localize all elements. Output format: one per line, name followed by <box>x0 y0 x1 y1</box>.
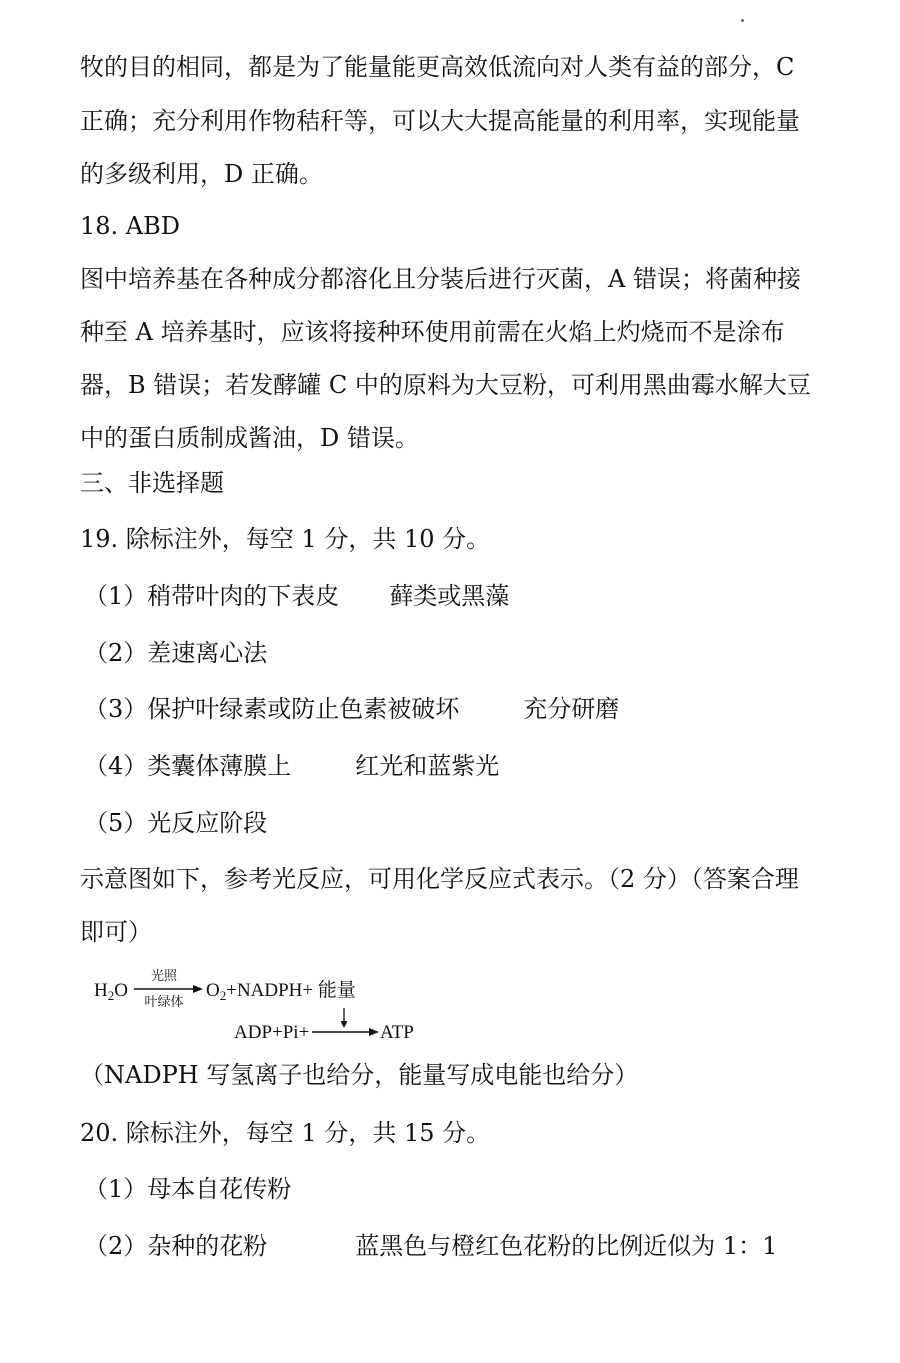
answer-19-3-part-b: 充分研磨 <box>523 695 620 723</box>
paragraph-line: 种至 A 培养基时，应该将接种环使用前需在火焰上灼烧而不是涂布 <box>80 318 785 346</box>
formula-atp-product: ATP <box>380 1022 414 1043</box>
answer-19-2: （2）差速离心法 <box>84 639 268 667</box>
paragraph-line: 图中培养基在各种成分都溶化且分装后进行灭菌，A 错误；将菌种接 <box>80 265 801 293</box>
paragraph-line: 牧的目的相同，都是为了能量能更高效低流向对人类有益的部分，C <box>80 53 795 81</box>
formula-condition-top: 光照 <box>150 968 178 983</box>
paragraph-line: 器，B 错误；若发酵罐 C 中的原料为大豆粉，可利用黑曲霉水解大豆 <box>80 371 811 399</box>
answer-19-3 <box>84 692 844 726</box>
question-20-header: 20. 除标注外，每空 1 分，共 15 分。 <box>80 1119 491 1147</box>
answer-20-2 <box>84 1229 844 1263</box>
answer-19-5: （5）光反应阶段 <box>84 809 268 837</box>
paragraph-line: 的多级利用，D 正确。 <box>80 160 323 188</box>
answer-19-4-part-b: 红光和蓝紫光 <box>355 752 500 780</box>
paragraph-line: 即可） <box>80 918 152 946</box>
light-reaction-formula <box>92 966 432 1044</box>
answer-19-1 <box>84 579 844 613</box>
formula-reactant: $H_2O$ <box>94 980 128 1003</box>
paragraph-line: 中的蛋白质制成酱油，D 错误。 <box>80 424 419 452</box>
formula-condition-bottom: 叶绿体 <box>144 994 184 1009</box>
question-19-header: 19. 除标注外，每空 1 分，共 10 分。 <box>80 525 491 553</box>
formula-atp-reactants: ADP+Pi+ <box>234 1022 310 1043</box>
scan-speck <box>741 19 744 22</box>
formula-energy-arrowhead <box>341 1021 348 1028</box>
paragraph-line: 正确；充分利用作物秸秆等，可以大大提高能量的利用率，实现能量 <box>80 107 800 135</box>
answer-20-1: （1）母本自花传粉 <box>84 1175 292 1203</box>
answer-19-3-part-a: （3）保护叶绿素或防止色素被破坏 <box>84 695 460 723</box>
answer-19-4-part-a: （4）类囊体薄膜上 <box>84 752 292 780</box>
scoring-note: （NADPH 写氢离子也给分，能量写成电能也给分） <box>80 1061 639 1089</box>
answer-18: 18. ABD <box>80 212 181 240</box>
formula-main-arrowhead <box>193 985 203 993</box>
answer-19-4 <box>84 749 844 783</box>
section-heading: 三、非选择题 <box>80 469 224 497</box>
answer-19-1-part-b: 藓类或黑藻 <box>389 582 510 610</box>
answer-19-1-part-a: （1）稍带叶肉的下表皮 <box>84 582 340 610</box>
formula-products: $O_2+NADPH+$ 能量 <box>206 980 356 1003</box>
answer-20-2-part-a: （2）杂种的花粉 <box>84 1232 268 1260</box>
answer-20-2-part-b: 蓝黑色与橙红色花粉的比例近似为 1：1 <box>355 1232 778 1260</box>
formula-atp-arrowhead <box>369 1028 379 1036</box>
paragraph-line: 示意图如下，参考光反应，可用化学反应式表示。（2 分）（答案合理 <box>80 865 799 893</box>
